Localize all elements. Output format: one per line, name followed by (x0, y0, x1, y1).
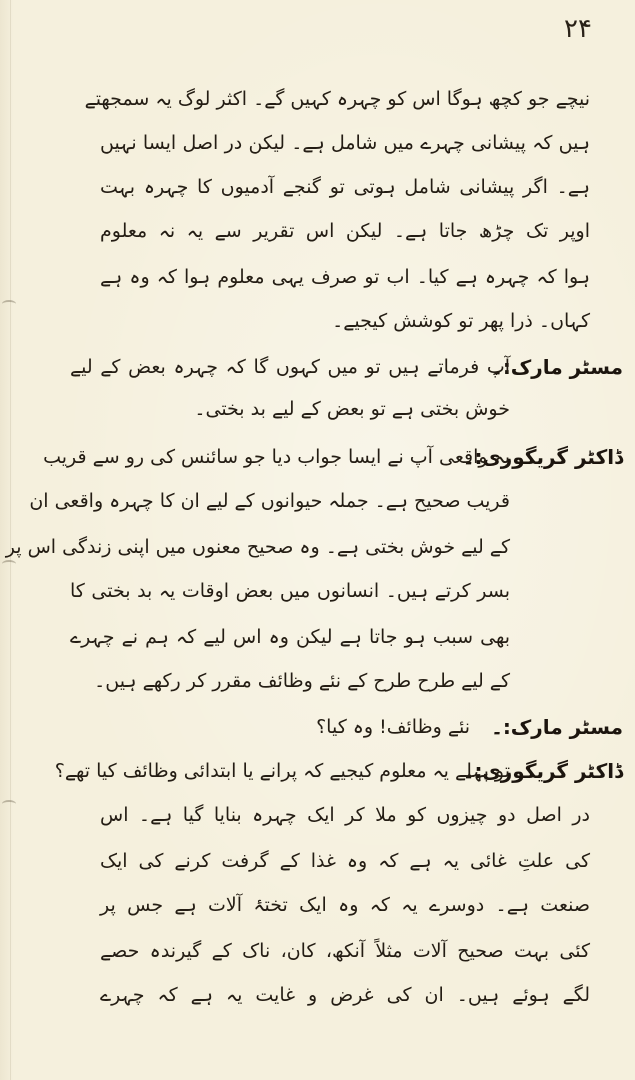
speaker-label: مسٹر مارک:۔ (491, 355, 623, 379)
speaker-label: ڈاکٹر گریگوری:۔ (462, 759, 623, 783)
dialogue-line: قریب صحیح ہے۔ جملہ حیوانوں کے لیے ان کا چہرہ واقعی ان (29, 490, 510, 512)
dialogue-line: یہ واقعی آپ نے ایسا جواب دیا جو سائنس کی رو سے قریب (43, 446, 510, 468)
text-line: کہاں۔ ذرا پھر تو کوشش کیجیے۔ (332, 310, 590, 332)
dialogue-line: آپ فرماتے ہیں تو میں کہوں گا کہ چہرہ بعض کے لیے (70, 356, 510, 378)
text-line: ہے۔ اگر پیشانی شامل ہوتی تو گنجے آدمیوں کا چہرہ بہت (100, 176, 590, 198)
page-number: ۲۴ (564, 14, 592, 44)
speaker-label: ڈاکٹر گریگوری:۔ (462, 445, 623, 469)
text-line: کئی بہت صحیح آلات مثلاً آنکھ، کان، ناک کے گیرندہ حصے (100, 940, 590, 962)
text-line: در اصل دو چیزوں کو ملا کر ایک چہرہ بنایا گیا ہے۔ اس (100, 804, 590, 826)
dialogue-line: بسر کرتے ہیں۔ انسانوں میں بعض اوقات یہ بد بختی کا (70, 580, 510, 602)
dialogue-line: نئے وظائف! وہ کیا؟ (316, 716, 470, 738)
dialogue-line: بھی سبب ہو جاتا ہے لیکن وہ اس لیے کہ ہم نے چہرے (70, 626, 510, 648)
binding-mark (2, 300, 16, 308)
dialogue-line: کے لیے خوش بختی ہے۔ وہ صحیح معنوں میں اپنی زندگی اس پر (5, 536, 510, 558)
dialogue-line: تو پہلے یہ معلوم کیجیے کہ پرانے یا ابتدائی وظائف کیا تھے؟ (54, 760, 510, 782)
text-line: ہیں کہ پیشانی چہرے میں شامل ہے۔ لیکن در اصل ایسا نہیں (100, 132, 590, 154)
dialogue-line: خوش بختی ہے تو بعض کے لیے بد بختی۔ (194, 398, 510, 420)
text-line: اوپر تک چڑھ جاتا ہے۔ لیکن اس تقریر سے یہ نہ معلوم (100, 220, 590, 242)
text-line: کی علتِ غائی یہ ہے کہ وہ غذا کے گرفت کرنے کی ایک (100, 850, 590, 872)
text-line: صنعت ہے۔ دوسرے یہ کہ وہ ایک تختۂ آلات ہے جس پر (100, 894, 590, 916)
text-line: نیچے جو کچھ ہوگا اس کو چہرہ کہیں گے۔ اکثر لوگ یہ سمجھتے (84, 88, 590, 110)
speaker-label: مسٹر مارک:۔ (491, 715, 623, 739)
text-line: ہوا کہ چہرہ ہے کیا۔ اب تو صرف یہی معلوم ہوا کہ وہ ہے (100, 266, 590, 288)
text-line: لگے ہوئے ہیں۔ ان کی غرض و غایت یہ ہے کہ چہرے (100, 984, 590, 1006)
dialogue-line: کے لیے طرح طرح کے نئے وظائف مقرر کر رکھے ہیں۔ (94, 670, 510, 692)
binding-mark (2, 800, 16, 808)
